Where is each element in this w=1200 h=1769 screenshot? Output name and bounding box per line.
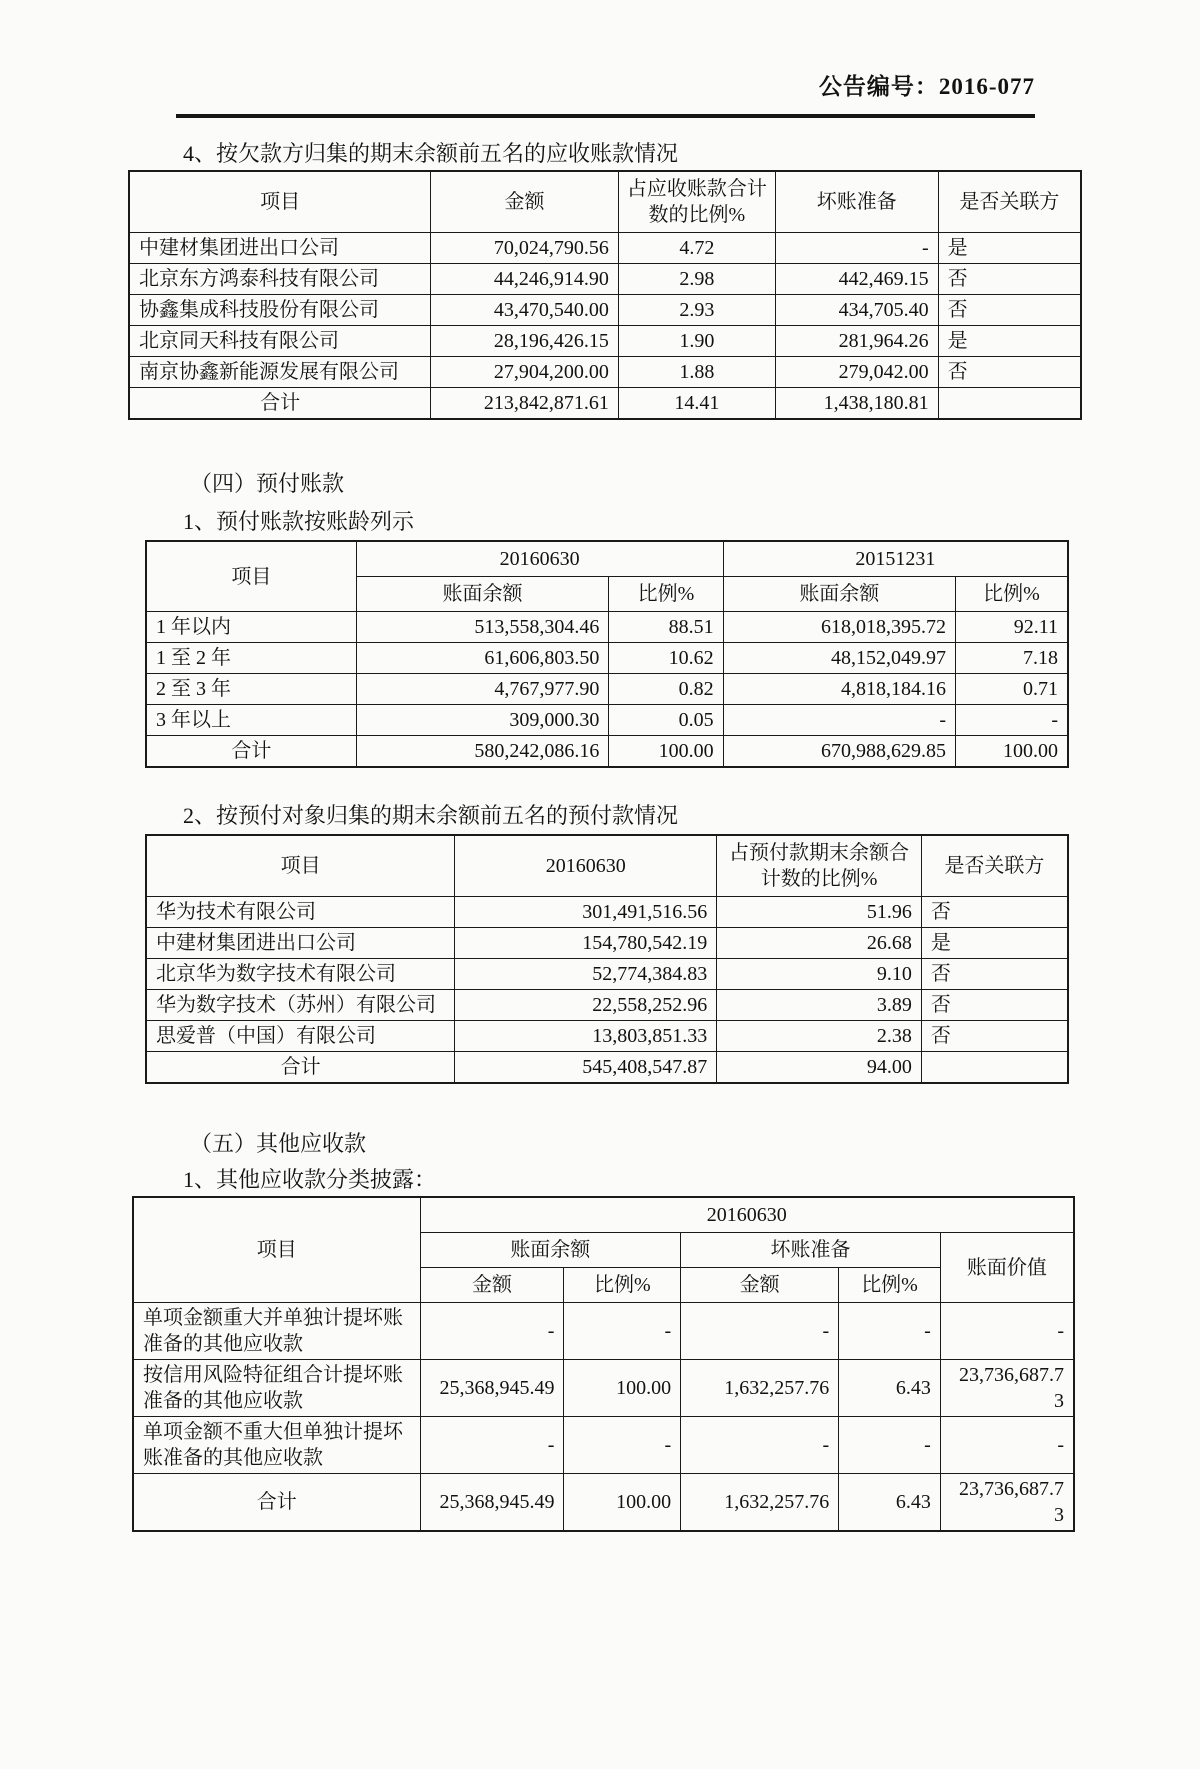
table-cell: 否 [921, 990, 1068, 1021]
table-cell: 100.00 [564, 1360, 681, 1417]
table-cell: 6.43 [839, 1474, 941, 1532]
table-cell: 23,736,687.73 [940, 1474, 1074, 1532]
table-cell: 281,964.26 [775, 326, 938, 357]
table-cell: 1.88 [618, 357, 775, 388]
table-cell: 7.18 [955, 643, 1068, 674]
table-cell: 2 至 3 年 [146, 674, 356, 705]
table-cell: - [723, 705, 955, 736]
table-cell: 580,242,086.16 [356, 736, 609, 768]
table-cell: - [775, 233, 938, 264]
table-row [133, 1360, 1074, 1417]
column-header: 账面余额 [420, 1233, 681, 1268]
column-header: 项目 [129, 171, 431, 233]
table-cell: 思爱普（中国）有限公司 [146, 1021, 455, 1052]
column-header: 账面余额 [723, 577, 955, 612]
column-header: 账面余额 [356, 577, 609, 612]
table-cell: - [681, 1417, 839, 1474]
table-cell: 670,988,629.85 [723, 736, 955, 768]
table-cell: 否 [938, 264, 1081, 295]
column-header: 金额 [431, 171, 619, 233]
table-cell: 4.72 [618, 233, 775, 264]
table-cell: 4,767,977.90 [356, 674, 609, 705]
table-cell: 否 [921, 897, 1068, 928]
column-header: 账面价值 [940, 1233, 1074, 1303]
column-header: 比例% [955, 577, 1068, 612]
table-cell: 单项金额重大并单独计提坏账准备的其他应收款 [133, 1303, 420, 1360]
table-row [146, 736, 1068, 768]
table-cell: 513,558,304.46 [356, 612, 609, 643]
table-cell: 是 [938, 233, 1081, 264]
column-header: 占应收账款合计数的比例% [618, 171, 775, 233]
table-row [146, 959, 1068, 990]
table-cell: 1,438,180.81 [775, 388, 938, 420]
column-header: 项目 [146, 835, 455, 897]
column-header: 20160630 [356, 541, 723, 577]
table-cell: 92.11 [955, 612, 1068, 643]
table-cell: 25,368,945.49 [420, 1360, 564, 1417]
prepayments-top5-table [145, 834, 1069, 1084]
table-cell: 27,904,200.00 [431, 357, 619, 388]
table-cell: 否 [938, 357, 1081, 388]
table-cell: 154,780,542.19 [455, 928, 717, 959]
announcement-number: 公告编号：2016-077 [818, 74, 1035, 99]
table-cell: 0.71 [955, 674, 1068, 705]
table-cell: - [839, 1417, 941, 1474]
table-cell [938, 388, 1081, 420]
table-cell: 4,818,184.16 [723, 674, 955, 705]
table-cell: 6.43 [839, 1360, 941, 1417]
table-cell: 3 年以上 [146, 705, 356, 736]
table-cell: 合计 [133, 1474, 420, 1532]
table-cell: 是 [921, 928, 1068, 959]
table-cell: 华为数字技术（苏州）有限公司 [146, 990, 455, 1021]
table-cell: 213,842,871.61 [431, 388, 619, 420]
table-cell: 单项金额不重大但单独计提坏账准备的其他应收款 [133, 1417, 420, 1474]
table-cell: 协鑫集成科技股份有限公司 [129, 295, 431, 326]
table-cell: 309,000.30 [356, 705, 609, 736]
column-header: 项目 [133, 1197, 420, 1303]
table-cell: 48,152,049.97 [723, 643, 955, 674]
heading-prepayments-top5: 2、按预付对象归集的期末余额前五名的预付款情况 [183, 803, 679, 828]
table-cell: 2.93 [618, 295, 775, 326]
table-cell: - [420, 1417, 564, 1474]
table-row [129, 357, 1081, 388]
table-cell: - [839, 1303, 941, 1360]
table-cell: 52,774,384.83 [455, 959, 717, 990]
column-header: 占预付款期末余额合计数的比例% [717, 835, 922, 897]
table-cell: 3.89 [717, 990, 922, 1021]
table-row [146, 897, 1068, 928]
column-header: 是否关联方 [938, 171, 1081, 233]
table-cell: 88.51 [609, 612, 723, 643]
table-cell: 1,632,257.76 [681, 1360, 839, 1417]
table-row [146, 612, 1068, 643]
table-cell: 22,558,252.96 [455, 990, 717, 1021]
table-cell: - [955, 705, 1068, 736]
column-header: 比例% [564, 1268, 681, 1303]
table-row [146, 1052, 1068, 1084]
table-cell: 北京同天科技有限公司 [129, 326, 431, 357]
heading-other-receivables-section: （五）其他应收款 [190, 1131, 367, 1156]
table-cell: 70,024,790.56 [431, 233, 619, 264]
table-row [129, 326, 1081, 357]
column-header: 20151231 [723, 541, 1068, 577]
column-header: 20160630 [420, 1197, 1074, 1233]
table-cell: 44,246,914.90 [431, 264, 619, 295]
table-cell: 1 至 2 年 [146, 643, 356, 674]
table-cell: 华为技术有限公司 [146, 897, 455, 928]
table-row [146, 674, 1068, 705]
table-cell: 是 [938, 326, 1081, 357]
table-row [133, 1474, 1074, 1532]
table-cell: 43,470,540.00 [431, 295, 619, 326]
table-cell: - [564, 1417, 681, 1474]
table-cell: 100.00 [564, 1474, 681, 1532]
table-cell: 2.38 [717, 1021, 922, 1052]
table-cell: 94.00 [717, 1052, 922, 1084]
column-header: 比例% [839, 1268, 941, 1303]
table-row [129, 264, 1081, 295]
table-cell: 301,491,516.56 [455, 897, 717, 928]
table-cell: 合计 [129, 388, 431, 420]
table-cell: 618,018,395.72 [723, 612, 955, 643]
table-cell: 南京协鑫新能源发展有限公司 [129, 357, 431, 388]
table-row [146, 928, 1068, 959]
table-row [129, 295, 1081, 326]
table-cell: - [940, 1417, 1074, 1474]
column-header: 比例% [609, 577, 723, 612]
header-row [146, 835, 1068, 897]
table-row [129, 233, 1081, 264]
table-cell: 1.90 [618, 326, 775, 357]
table-cell: 北京东方鸿泰科技有限公司 [129, 264, 431, 295]
heading-receivables-top5: 4、按欠款方归集的期末余额前五名的应收账款情况 [183, 141, 679, 166]
column-header: 20160630 [455, 835, 717, 897]
table-cell: 合计 [146, 736, 356, 768]
table-cell: 100.00 [609, 736, 723, 768]
table-cell: 合计 [146, 1052, 455, 1084]
table-row [146, 990, 1068, 1021]
table-cell: 442,469.15 [775, 264, 938, 295]
header-row [133, 1197, 1074, 1233]
table-cell: 51.96 [717, 897, 922, 928]
column-header: 金额 [420, 1268, 564, 1303]
table-cell: 1,632,257.76 [681, 1474, 839, 1532]
heading-prepayments-aging: 1、预付账款按账龄列示 [183, 509, 415, 534]
table-cell: 中建材集团进出口公司 [129, 233, 431, 264]
column-header: 坏账准备 [775, 171, 938, 233]
header-row [146, 541, 1068, 577]
heading-prepayments-section: （四）预付账款 [190, 471, 345, 496]
column-header: 项目 [146, 541, 356, 612]
table-cell: 北京华为数字技术有限公司 [146, 959, 455, 990]
table-cell: 1 年以内 [146, 612, 356, 643]
column-header: 金额 [681, 1268, 839, 1303]
table-cell: 434,705.40 [775, 295, 938, 326]
table-row [129, 388, 1081, 420]
table-row [146, 1021, 1068, 1052]
table-cell: 10.62 [609, 643, 723, 674]
table-cell: 25,368,945.49 [420, 1474, 564, 1532]
table-cell: 100.00 [955, 736, 1068, 768]
table-cell: 中建材集团进出口公司 [146, 928, 455, 959]
table-cell: 23,736,687.73 [940, 1360, 1074, 1417]
table-cell: 2.98 [618, 264, 775, 295]
table-row [133, 1417, 1074, 1474]
table-row [146, 643, 1068, 674]
receivables-top5-table [128, 170, 1082, 420]
other-receivables-breakdown-table [132, 1196, 1075, 1532]
column-header: 是否关联方 [921, 835, 1068, 897]
table-cell: - [681, 1303, 839, 1360]
prepayments-aging-table [145, 540, 1069, 768]
table-cell: 61,606,803.50 [356, 643, 609, 674]
table-cell: 14.41 [618, 388, 775, 420]
header-row [129, 171, 1081, 233]
table-cell: 9.10 [717, 959, 922, 990]
table-row [146, 705, 1068, 736]
table-cell: - [940, 1303, 1074, 1360]
table-cell: 545,408,547.87 [455, 1052, 717, 1084]
table-cell: 按信用风险特征组合计提坏账准备的其他应收款 [133, 1360, 420, 1417]
table-cell: 0.05 [609, 705, 723, 736]
column-header: 坏账准备 [681, 1233, 941, 1268]
document-page [0, 72, 1200, 1769]
header-rule [176, 114, 1035, 118]
table-cell: 28,196,426.15 [431, 326, 619, 357]
heading-other-receivables-breakdown: 1、其他应收款分类披露： [183, 1167, 437, 1192]
table-cell: 279,042.00 [775, 357, 938, 388]
table-cell: 否 [921, 959, 1068, 990]
table-row [133, 1303, 1074, 1360]
table-cell [921, 1052, 1068, 1084]
table-cell: 否 [938, 295, 1081, 326]
table-cell: 否 [921, 1021, 1068, 1052]
table-cell: - [564, 1303, 681, 1360]
table-cell: 13,803,851.33 [455, 1021, 717, 1052]
table-cell: 0.82 [609, 674, 723, 705]
table-cell: - [420, 1303, 564, 1360]
table-cell: 26.68 [717, 928, 922, 959]
